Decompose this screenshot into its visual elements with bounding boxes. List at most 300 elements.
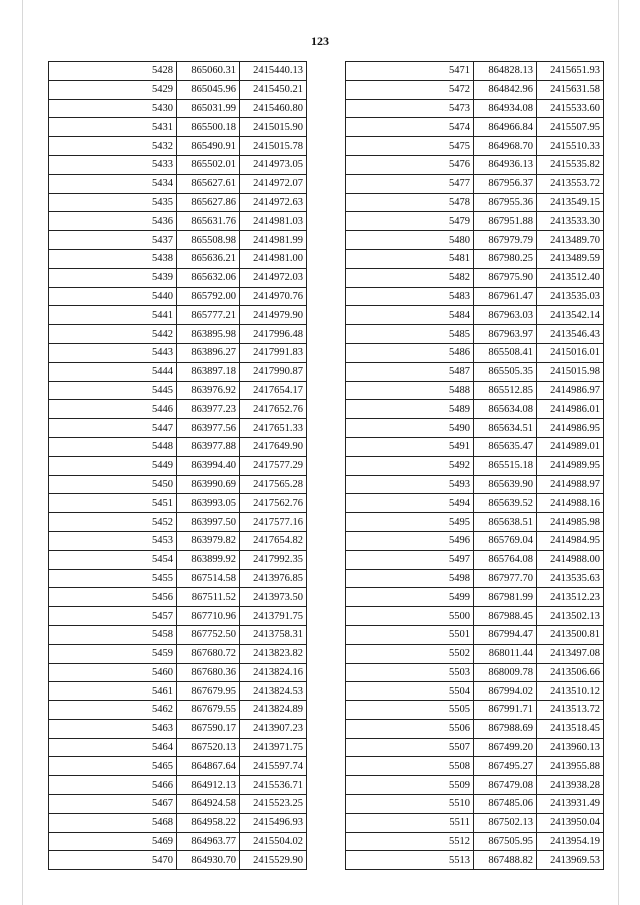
- y-coordinate-cell: 2417996.48: [240, 325, 307, 344]
- point-number-cell: 5490: [346, 419, 474, 438]
- x-coordinate-cell: 867502.13: [474, 813, 537, 832]
- x-coordinate-cell: 865635.47: [474, 437, 537, 456]
- table-row: [49, 851, 307, 870]
- x-coordinate-cell: 865508.41: [474, 343, 537, 362]
- point-number-cell: 5444: [49, 362, 177, 381]
- point-number-cell: 5476: [346, 155, 474, 174]
- y-coordinate-cell: 2413510.12: [537, 682, 604, 701]
- y-coordinate-cell: 2413489.59: [537, 249, 604, 268]
- y-coordinate-cell: 2415535.82: [537, 155, 604, 174]
- y-coordinate-cell: 2414985.98: [537, 513, 604, 532]
- table-row: [346, 343, 604, 362]
- point-number-cell: 5488: [346, 381, 474, 400]
- x-coordinate-cell: 865764.08: [474, 550, 537, 569]
- x-coordinate-cell: 865632.06: [177, 268, 240, 287]
- table-row: [49, 62, 307, 81]
- table-row: [49, 287, 307, 306]
- table-row: [49, 738, 307, 757]
- point-number-cell: 5446: [49, 400, 177, 419]
- x-coordinate-cell: 867963.97: [474, 325, 537, 344]
- table-row: [49, 137, 307, 156]
- y-coordinate-cell: 2415504.02: [240, 832, 307, 851]
- point-number-cell: 5432: [49, 137, 177, 156]
- table-row: [346, 137, 604, 156]
- point-number-cell: 5496: [346, 531, 474, 550]
- x-coordinate-cell: 865508.98: [177, 231, 240, 250]
- point-number-cell: 5475: [346, 137, 474, 156]
- y-coordinate-cell: 2413513.72: [537, 701, 604, 720]
- x-coordinate-cell: 867977.70: [474, 569, 537, 588]
- x-coordinate-cell: 863896.27: [177, 343, 240, 362]
- x-coordinate-cell: 867680.36: [177, 663, 240, 682]
- y-coordinate-cell: 2415015.90: [240, 118, 307, 137]
- y-coordinate-cell: 2414984.95: [537, 531, 604, 550]
- point-number-cell: 5510: [346, 795, 474, 814]
- x-coordinate-cell: 867679.55: [177, 701, 240, 720]
- table-row: [346, 362, 604, 381]
- x-coordinate-cell: 867961.47: [474, 287, 537, 306]
- y-coordinate-cell: 2413824.53: [240, 682, 307, 701]
- x-coordinate-cell: 864958.22: [177, 813, 240, 832]
- point-number-cell: 5498: [346, 569, 474, 588]
- x-coordinate-cell: 867499.20: [474, 738, 537, 757]
- y-coordinate-cell: 2413535.63: [537, 569, 604, 588]
- y-coordinate-cell: 2413512.23: [537, 588, 604, 607]
- y-coordinate-cell: 2417991.83: [240, 343, 307, 362]
- x-coordinate-cell: 867752.50: [177, 625, 240, 644]
- point-number-cell: 5464: [49, 738, 177, 757]
- point-number-cell: 5501: [346, 625, 474, 644]
- y-coordinate-cell: 2413824.16: [240, 663, 307, 682]
- y-coordinate-cell: 2413938.28: [537, 776, 604, 795]
- y-coordinate-cell: 2415533.60: [537, 99, 604, 118]
- x-coordinate-cell: 863895.98: [177, 325, 240, 344]
- point-number-cell: 5473: [346, 99, 474, 118]
- point-number-cell: 5448: [49, 437, 177, 456]
- table-row: [49, 644, 307, 663]
- table-row: [346, 193, 604, 212]
- point-number-cell: 5472: [346, 80, 474, 99]
- y-coordinate-cell: 2417565.28: [240, 475, 307, 494]
- table-row: [346, 99, 604, 118]
- point-number-cell: 5438: [49, 249, 177, 268]
- point-number-cell: 5511: [346, 813, 474, 832]
- x-coordinate-cell: 864867.64: [177, 757, 240, 776]
- y-coordinate-cell: 2415597.74: [240, 757, 307, 776]
- point-number-cell: 5513: [346, 851, 474, 870]
- point-number-cell: 5504: [346, 682, 474, 701]
- point-number-cell: 5440: [49, 287, 177, 306]
- x-coordinate-cell: 867955.36: [474, 193, 537, 212]
- point-number-cell: 5480: [346, 231, 474, 250]
- table-row: [346, 738, 604, 757]
- y-coordinate-cell: 2413518.45: [537, 719, 604, 738]
- table-row: [49, 419, 307, 438]
- point-number-cell: 5477: [346, 174, 474, 193]
- table-row: [49, 174, 307, 193]
- table-row: [346, 776, 604, 795]
- point-number-cell: 5435: [49, 193, 177, 212]
- point-number-cell: 5450: [49, 475, 177, 494]
- x-coordinate-cell: 863979.82: [177, 531, 240, 550]
- y-coordinate-cell: 2414981.00: [240, 249, 307, 268]
- point-number-cell: 5495: [346, 513, 474, 532]
- point-number-cell: 5483: [346, 287, 474, 306]
- y-coordinate-cell: 2414988.00: [537, 550, 604, 569]
- x-coordinate-cell: 867991.71: [474, 701, 537, 720]
- point-number-cell: 5455: [49, 569, 177, 588]
- table-row: [49, 569, 307, 588]
- table-row: [49, 155, 307, 174]
- table-row: [346, 607, 604, 626]
- table-row: [49, 343, 307, 362]
- scan-artifact: [240, 2, 390, 22]
- x-coordinate-cell: 863899.92: [177, 550, 240, 569]
- page-right-edge: [618, 0, 619, 905]
- point-number-cell: 5503: [346, 663, 474, 682]
- table-row: [49, 268, 307, 287]
- table-row: [346, 381, 604, 400]
- y-coordinate-cell: 2413950.04: [537, 813, 604, 832]
- point-number-cell: 5443: [49, 343, 177, 362]
- y-coordinate-cell: 2413553.72: [537, 174, 604, 193]
- y-coordinate-cell: 2414972.07: [240, 174, 307, 193]
- x-coordinate-cell: 864968.70: [474, 137, 537, 156]
- point-number-cell: 5436: [49, 212, 177, 231]
- point-number-cell: 5452: [49, 513, 177, 532]
- x-coordinate-cell: 867590.17: [177, 719, 240, 738]
- y-coordinate-cell: 2413907.23: [240, 719, 307, 738]
- point-number-cell: 5469: [49, 832, 177, 851]
- y-coordinate-cell: 2415460.80: [240, 99, 307, 118]
- table-row: [49, 513, 307, 532]
- x-coordinate-cell: 865490.91: [177, 137, 240, 156]
- x-coordinate-cell: 867988.45: [474, 607, 537, 626]
- point-number-cell: 5482: [346, 268, 474, 287]
- point-number-cell: 5434: [49, 174, 177, 193]
- y-coordinate-cell: 2415450.21: [240, 80, 307, 99]
- y-coordinate-cell: 2413506.66: [537, 663, 604, 682]
- x-coordinate-cell: 867956.37: [474, 174, 537, 193]
- table-row: [49, 795, 307, 814]
- y-coordinate-cell: 2413955.88: [537, 757, 604, 776]
- point-number-cell: 5492: [346, 456, 474, 475]
- table-row: [346, 757, 604, 776]
- point-number-cell: 5470: [49, 851, 177, 870]
- y-coordinate-cell: 2415631.58: [537, 80, 604, 99]
- y-coordinate-cell: 2414972.03: [240, 268, 307, 287]
- table-row: [49, 588, 307, 607]
- y-coordinate-cell: 2413549.15: [537, 193, 604, 212]
- table-row: [49, 362, 307, 381]
- table-row: [346, 701, 604, 720]
- table-row: [346, 62, 604, 81]
- table-row: [49, 118, 307, 137]
- x-coordinate-cell: 867994.02: [474, 682, 537, 701]
- table-row: [346, 644, 604, 663]
- table-row: [49, 400, 307, 419]
- table-row: [49, 757, 307, 776]
- table-row: [346, 588, 604, 607]
- table-row: [49, 437, 307, 456]
- y-coordinate-cell: 2413960.13: [537, 738, 604, 757]
- x-coordinate-cell: 864912.13: [177, 776, 240, 795]
- x-coordinate-cell: 867988.69: [474, 719, 537, 738]
- table-row: [49, 381, 307, 400]
- x-coordinate-cell: 863994.40: [177, 456, 240, 475]
- point-number-cell: 5457: [49, 607, 177, 626]
- y-coordinate-cell: 2414989.95: [537, 456, 604, 475]
- y-coordinate-cell: 2414986.97: [537, 381, 604, 400]
- x-coordinate-cell: 865631.76: [177, 212, 240, 231]
- table-row: [346, 400, 604, 419]
- point-number-cell: 5428: [49, 62, 177, 81]
- point-number-cell: 5459: [49, 644, 177, 663]
- point-number-cell: 5442: [49, 325, 177, 344]
- table-row: [346, 419, 604, 438]
- table-row: [346, 80, 604, 99]
- table-row: [346, 531, 604, 550]
- table-row: [49, 306, 307, 325]
- x-coordinate-cell: 863897.18: [177, 362, 240, 381]
- table-row: [346, 456, 604, 475]
- table-row: [346, 437, 604, 456]
- y-coordinate-cell: 2415507.95: [537, 118, 604, 137]
- point-number-cell: 5462: [49, 701, 177, 720]
- y-coordinate-cell: 2417654.17: [240, 381, 307, 400]
- y-coordinate-cell: 2413502.13: [537, 607, 604, 626]
- x-coordinate-cell: 864828.13: [474, 62, 537, 81]
- x-coordinate-cell: 865500.18: [177, 118, 240, 137]
- y-coordinate-cell: 2413535.03: [537, 287, 604, 306]
- y-coordinate-cell: 2415510.33: [537, 137, 604, 156]
- x-coordinate-cell: 867980.25: [474, 249, 537, 268]
- y-coordinate-cell: 2413497.08: [537, 644, 604, 663]
- y-coordinate-cell: 2414989.01: [537, 437, 604, 456]
- x-coordinate-cell: 865505.35: [474, 362, 537, 381]
- y-coordinate-cell: 2415016.01: [537, 343, 604, 362]
- coordinates-table-right: [345, 61, 604, 870]
- point-number-cell: 5461: [49, 682, 177, 701]
- table-row: [346, 663, 604, 682]
- x-coordinate-cell: 865792.00: [177, 287, 240, 306]
- table-row: [49, 625, 307, 644]
- point-number-cell: 5471: [346, 62, 474, 81]
- table-row: [346, 212, 604, 231]
- table-row: [346, 813, 604, 832]
- x-coordinate-cell: 867963.03: [474, 306, 537, 325]
- point-number-cell: 5439: [49, 268, 177, 287]
- table-row: [346, 682, 604, 701]
- x-coordinate-cell: 867981.99: [474, 588, 537, 607]
- y-coordinate-cell: 2415015.78: [240, 137, 307, 156]
- page-left-edge: [22, 0, 23, 905]
- table-row: [346, 832, 604, 851]
- x-coordinate-cell: 867485.06: [474, 795, 537, 814]
- y-coordinate-cell: 2414972.63: [240, 193, 307, 212]
- table-row: [49, 231, 307, 250]
- y-coordinate-cell: 2413533.30: [537, 212, 604, 231]
- table-row: [49, 475, 307, 494]
- x-coordinate-cell: 865512.85: [474, 381, 537, 400]
- point-number-cell: 5468: [49, 813, 177, 832]
- x-coordinate-cell: 863993.05: [177, 494, 240, 513]
- point-number-cell: 5467: [49, 795, 177, 814]
- x-coordinate-cell: 865515.18: [474, 456, 537, 475]
- x-coordinate-cell: 865639.90: [474, 475, 537, 494]
- y-coordinate-cell: 2413823.82: [240, 644, 307, 663]
- x-coordinate-cell: 867505.95: [474, 832, 537, 851]
- table-row: [346, 494, 604, 513]
- table-row: [346, 325, 604, 344]
- x-coordinate-cell: 864924.58: [177, 795, 240, 814]
- point-number-cell: 5445: [49, 381, 177, 400]
- point-number-cell: 5449: [49, 456, 177, 475]
- point-number-cell: 5479: [346, 212, 474, 231]
- y-coordinate-cell: 2414981.99: [240, 231, 307, 250]
- coordinates-table-left: [48, 61, 307, 870]
- y-coordinate-cell: 2415523.25: [240, 795, 307, 814]
- y-coordinate-cell: 2413791.75: [240, 607, 307, 626]
- x-coordinate-cell: 867979.79: [474, 231, 537, 250]
- table-row: [346, 174, 604, 193]
- y-coordinate-cell: 2417577.16: [240, 513, 307, 532]
- point-number-cell: 5447: [49, 419, 177, 438]
- y-coordinate-cell: 2413500.81: [537, 625, 604, 644]
- point-number-cell: 5460: [49, 663, 177, 682]
- table-row: [346, 795, 604, 814]
- table-row: [49, 212, 307, 231]
- y-coordinate-cell: 2414986.95: [537, 419, 604, 438]
- point-number-cell: 5506: [346, 719, 474, 738]
- table-row: [346, 625, 604, 644]
- point-number-cell: 5433: [49, 155, 177, 174]
- table-row: [346, 231, 604, 250]
- x-coordinate-cell: 865031.99: [177, 99, 240, 118]
- x-coordinate-cell: 867680.72: [177, 644, 240, 663]
- y-coordinate-cell: 2413954.19: [537, 832, 604, 851]
- y-coordinate-cell: 2414986.01: [537, 400, 604, 419]
- point-number-cell: 5493: [346, 475, 474, 494]
- point-number-cell: 5463: [49, 719, 177, 738]
- point-number-cell: 5430: [49, 99, 177, 118]
- x-coordinate-cell: 867951.88: [474, 212, 537, 231]
- page-number: 123: [311, 34, 329, 48]
- table-row: [346, 719, 604, 738]
- table-row: [346, 268, 604, 287]
- x-coordinate-cell: 865639.52: [474, 494, 537, 513]
- y-coordinate-cell: 2417651.33: [240, 419, 307, 438]
- table-row: [49, 494, 307, 513]
- x-coordinate-cell: 865627.61: [177, 174, 240, 193]
- point-number-cell: 5491: [346, 437, 474, 456]
- point-number-cell: 5481: [346, 249, 474, 268]
- point-number-cell: 5453: [49, 531, 177, 550]
- x-coordinate-cell: 867994.47: [474, 625, 537, 644]
- table-row: [346, 249, 604, 268]
- x-coordinate-cell: 865045.96: [177, 80, 240, 99]
- y-coordinate-cell: 2413489.70: [537, 231, 604, 250]
- point-number-cell: 5441: [49, 306, 177, 325]
- x-coordinate-cell: 864842.96: [474, 80, 537, 99]
- x-coordinate-cell: 865638.51: [474, 513, 537, 532]
- y-coordinate-cell: 2417649.90: [240, 437, 307, 456]
- table-row: [346, 569, 604, 588]
- point-number-cell: 5512: [346, 832, 474, 851]
- point-number-cell: 5478: [346, 193, 474, 212]
- y-coordinate-cell: 2415536.71: [240, 776, 307, 795]
- point-number-cell: 5458: [49, 625, 177, 644]
- point-number-cell: 5505: [346, 701, 474, 720]
- table-row: [49, 99, 307, 118]
- table-row: [49, 249, 307, 268]
- x-coordinate-cell: 865627.86: [177, 193, 240, 212]
- x-coordinate-cell: 867488.82: [474, 851, 537, 870]
- point-number-cell: 5429: [49, 80, 177, 99]
- x-coordinate-cell: 867511.52: [177, 588, 240, 607]
- y-coordinate-cell: 2417992.35: [240, 550, 307, 569]
- table-row: [346, 306, 604, 325]
- table-row: [346, 287, 604, 306]
- x-coordinate-cell: 867514.58: [177, 569, 240, 588]
- table-row: [49, 531, 307, 550]
- y-coordinate-cell: 2413758.31: [240, 625, 307, 644]
- x-coordinate-cell: 864963.77: [177, 832, 240, 851]
- y-coordinate-cell: 2413512.40: [537, 268, 604, 287]
- x-coordinate-cell: 864936.13: [474, 155, 537, 174]
- table-row: [49, 813, 307, 832]
- y-coordinate-cell: 2413542.14: [537, 306, 604, 325]
- y-coordinate-cell: 2415496.93: [240, 813, 307, 832]
- y-coordinate-cell: 2413931.49: [537, 795, 604, 814]
- y-coordinate-cell: 2413971.75: [240, 738, 307, 757]
- table-row: [49, 80, 307, 99]
- point-number-cell: 5437: [49, 231, 177, 250]
- x-coordinate-cell: 867679.95: [177, 682, 240, 701]
- y-coordinate-cell: 2415440.13: [240, 62, 307, 81]
- point-number-cell: 5508: [346, 757, 474, 776]
- y-coordinate-cell: 2413976.85: [240, 569, 307, 588]
- table-row: [49, 832, 307, 851]
- point-number-cell: 5454: [49, 550, 177, 569]
- point-number-cell: 5431: [49, 118, 177, 137]
- point-number-cell: 5502: [346, 644, 474, 663]
- y-coordinate-cell: 2415015.98: [537, 362, 604, 381]
- table-row: [346, 513, 604, 532]
- x-coordinate-cell: 863976.92: [177, 381, 240, 400]
- table-row: [346, 155, 604, 174]
- x-coordinate-cell: 867710.96: [177, 607, 240, 626]
- x-coordinate-cell: 863990.69: [177, 475, 240, 494]
- point-number-cell: 5497: [346, 550, 474, 569]
- table-row: [346, 550, 604, 569]
- x-coordinate-cell: 865502.01: [177, 155, 240, 174]
- point-number-cell: 5466: [49, 776, 177, 795]
- x-coordinate-cell: 865634.51: [474, 419, 537, 438]
- point-number-cell: 5465: [49, 757, 177, 776]
- table-row: [49, 550, 307, 569]
- table-row: [49, 325, 307, 344]
- point-number-cell: 5499: [346, 588, 474, 607]
- x-coordinate-cell: 863977.23: [177, 400, 240, 419]
- y-coordinate-cell: 2417654.82: [240, 531, 307, 550]
- table-row: [346, 475, 604, 494]
- table-row: [49, 193, 307, 212]
- y-coordinate-cell: 2414973.05: [240, 155, 307, 174]
- point-number-cell: 5489: [346, 400, 474, 419]
- x-coordinate-cell: 864934.08: [474, 99, 537, 118]
- y-coordinate-cell: 2413824.89: [240, 701, 307, 720]
